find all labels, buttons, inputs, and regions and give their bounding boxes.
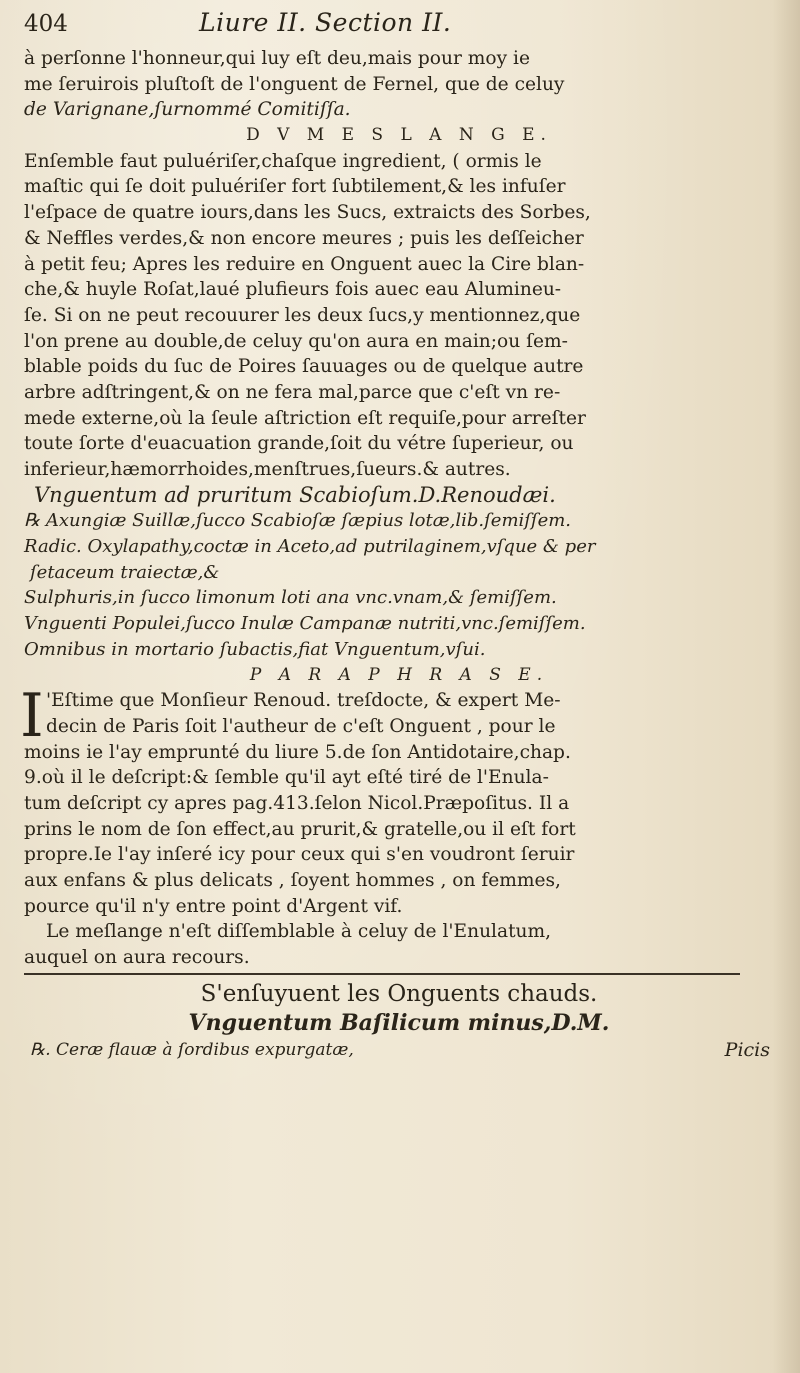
text-line: decin de Paris ſoit l'autheur de c'eſt Onguent , pour le [46, 715, 556, 737]
page-number: 404 [24, 11, 68, 37]
text-line: mede externe,où la ſeule aſtriction eſt requiſe,pour arreſter [24, 407, 586, 429]
text-line: arbre adſtringent,& on ne fera mal,parce que c'eſt vn re- [24, 381, 561, 403]
catchword: Picis [724, 1038, 770, 1061]
drop-cap: I [20, 681, 44, 752]
next-recipe-text: ℞. Ceræ flauæ à ſordibus expurgatæ, [30, 1039, 354, 1060]
recipe-line: Sulphuris,in ſucco limonum loti ana vnc.vnam,& ſemiſſem. [24, 587, 557, 609]
recipe-line: ſetaceum traiectæ,& [30, 561, 220, 583]
text-line-content: 'Eſtime que Monſieur Renoud. treſdocte, & expert Me- [46, 690, 561, 712]
section-divider [24, 973, 740, 975]
text-line: prins le nom de ſon effect,au prurit,& gratelle,ou il eſt fort [24, 818, 576, 840]
recipe-line: Omnibus in mortario ſubactis,fiat Vnguentum,vſui. [24, 638, 486, 660]
recipe-line: Vnguenti Populei,ſucco Inulæ Campanæ nutriti,vnc.ſemiſſem. [24, 613, 586, 635]
text-line: inferieur,hæmorrhoides,menſtrues,ſueurs.& autres. [24, 459, 511, 480]
text-line: de Varignane,ſurnommé Comitiſſa. [24, 99, 351, 121]
text-line: maſtic qui ſe doit puluériſer fort ſubtilement,& les infuſer [24, 176, 566, 198]
text-line: me ſeruirois pluſtoſt de l'onguent de Fernel, que de celuy [24, 73, 565, 95]
page-edge-shadow [772, 0, 800, 1373]
text-line: toute ſorte d'euacuation grande,ſoit du vétre ſuperieur, ou [24, 433, 574, 455]
text-line: & Neffles verdes,& non encore meures ; puis les deſſeicher [24, 227, 584, 249]
text-line: pource qu'il n'y entre point d'Argent vif. [24, 895, 403, 917]
text-line: à perſonne l'honneur,qui luy eſt deu,mais pour moy ie [24, 48, 530, 69]
running-head: Liure II. Section II. [199, 8, 452, 37]
text-line: Le meſlange n'eſt diſſemblable à celuy de l'Enulatum, [46, 921, 552, 943]
recipe-line: Radic. Oxylapathy,coctæ in Aceto,ad putrilaginem,vſque & per [24, 536, 596, 558]
text-line: moins ie l'ay emprunté du liure 5.de ſon Antidotaire,chap. [24, 741, 571, 763]
text-line: aux enfans & plus delicats , ſoyent hommes , on femmes, [24, 870, 561, 891]
text-line: blable poids du ſuc de Poires ſauuages ou de quelque autre [24, 356, 584, 378]
text-line: 9.où il le deſcript:& ſemble qu'il ayt eſté tiré de l'Enula- [24, 767, 549, 789]
text-line: Enſemble faut puluériſer,chaſque ingredient, ( ormis le [24, 150, 542, 172]
text-line: che,& huyle Roſat,laué plufieurs fois auec eau Alumineu- [24, 279, 562, 301]
recipe-title: Vnguentum ad pruritum Scabioſum.D.Renoudæi. [34, 482, 556, 507]
next-recipe-line [24, 1037, 770, 1063]
next-recipe-title: Vnguentum Baſilicum minus,D.M. [188, 1009, 610, 1036]
page-header [24, 8, 774, 46]
next-section-heading: S'enſuyuent les Onguents chauds. [200, 980, 598, 1007]
section-heading-paraphrase: P A R A P H R A S E. [249, 664, 549, 685]
text-line: l'eſpace de quatre iours,dans les Sucs, extraicts des Sorbes, [24, 202, 591, 224]
text-block [20, 8, 774, 1063]
section-heading-melange: D V M E S L A N G E. [246, 125, 552, 146]
text-line: tum deſcript cy apres pag.413.ſelon Nicol.Præpoſitus. Il a [24, 792, 570, 814]
text-line: auquel on aura recours. [24, 947, 250, 969]
text-line: ſe. Si on ne peut recouurer les deux ſucs,y mentionnez,que [24, 304, 581, 326]
text-line: propre.Ie l'ay inſeré icy pour ceux qui s'en voudront ſeruir [24, 844, 575, 866]
text-line: l'on prene au double,de celuy qu'on aura en main;ou ſem- [24, 330, 568, 352]
text-line: à petit feu; Apres les reduire en Onguent auec la Cire blan- [24, 253, 585, 275]
recipe-line: ℞ Axungiæ Suillæ,ſucco Scabioſæ ſæpius lotæ,lib.ſemiſſem. [24, 510, 572, 532]
